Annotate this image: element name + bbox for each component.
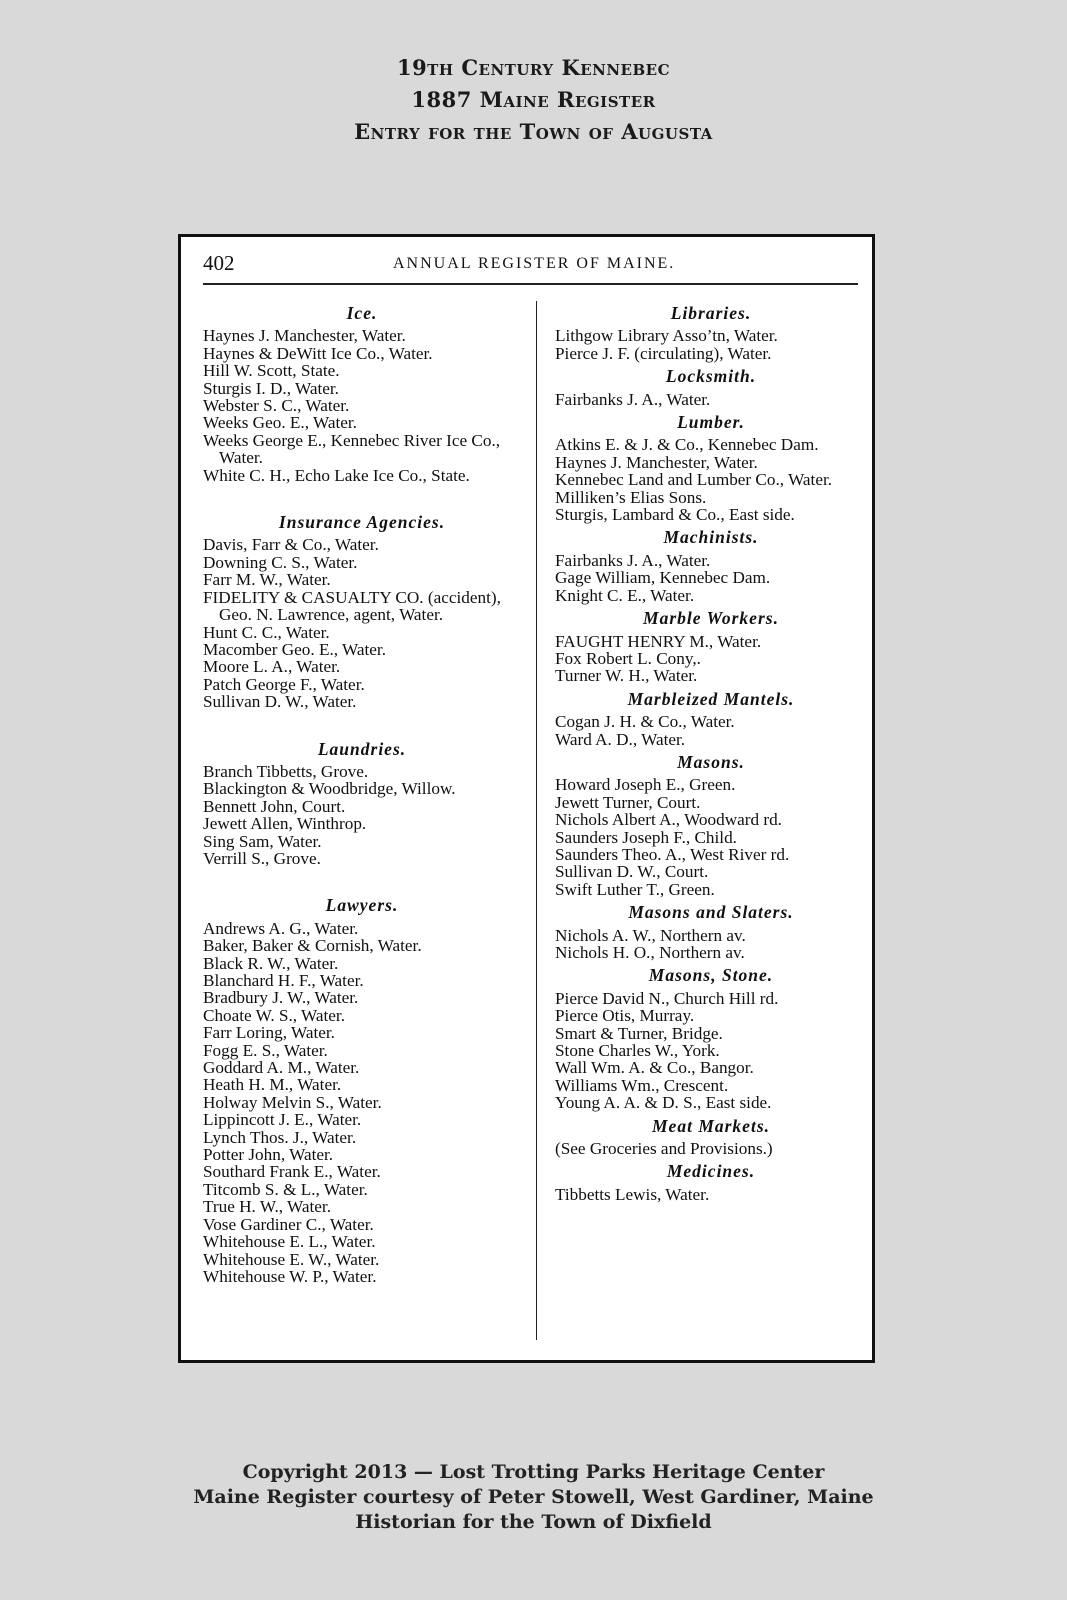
directory-section bbox=[555, 904, 867, 961]
directory-entry: FAUGHT HENRY M., Water. bbox=[555, 631, 762, 651]
header-line-1: 19th Century Kennebec bbox=[396, 55, 671, 80]
left-column bbox=[203, 299, 521, 1285]
running-title: ANNUAL REGISTER OF MAINE. bbox=[393, 255, 676, 272]
directory-entry: Whitehouse W. P., Water. bbox=[203, 1266, 377, 1286]
directory-section bbox=[203, 897, 521, 1285]
directory-entry: Gage William, Kennebec Dam. bbox=[555, 568, 771, 588]
directory-entry: Fox Robert L. Cony,. bbox=[555, 648, 701, 668]
directory-entry: Weeks Geo. E., Water. bbox=[203, 413, 357, 433]
directory-entry: Saunders Theo. A., West River rd. bbox=[555, 844, 790, 864]
directory-entry: Nichols Albert A., Woodward rd. bbox=[555, 810, 782, 830]
directory-entry: Lippincott J. E., Water. bbox=[203, 1110, 362, 1130]
directory-entry: Farr M. W., Water. bbox=[203, 570, 331, 590]
directory-entry: Heath H. M., Water. bbox=[203, 1075, 342, 1095]
directory-entry: Downing C. S., Water. bbox=[203, 552, 358, 572]
directory-section bbox=[203, 738, 521, 868]
section-heading: Lumber. bbox=[677, 412, 745, 433]
directory-section bbox=[555, 688, 867, 749]
directory-entry: Young A. A. & D. S., East side. bbox=[555, 1093, 772, 1113]
directory-entry: Pierce J. F. (circulating), Water. bbox=[555, 343, 772, 363]
page-header bbox=[0, 52, 1067, 148]
section-heading: Masons and Slaters. bbox=[628, 902, 794, 923]
directory-entry: Farr Loring, Water. bbox=[203, 1023, 335, 1043]
directory-entry: Blanchard H. F., Water. bbox=[203, 971, 364, 990]
directory-entry: Lynch Thos. J., Water. bbox=[203, 1127, 357, 1147]
directory-entry: Branch Tibbetts, Grove. bbox=[203, 761, 369, 781]
header-line-3: Entry for the Town of Augusta bbox=[354, 119, 713, 144]
running-head bbox=[203, 249, 858, 285]
page-number: 402 bbox=[203, 251, 235, 275]
directory-entry: Choate W. S., Water. bbox=[203, 1005, 345, 1025]
directory-entry: Titcomb S. & L., Water. bbox=[203, 1179, 368, 1199]
directory-entry: Lithgow Library Asso’tn, Water. bbox=[555, 326, 778, 346]
directory-entry: Hill W. Scott, State. bbox=[203, 361, 340, 381]
footer-historian: Historian for the Town of Dixfield bbox=[355, 1511, 712, 1533]
directory-entry: Webster S. C., Water. bbox=[203, 396, 350, 416]
directory-entry: Sturgis I. D., Water. bbox=[203, 378, 339, 398]
directory-entry: Blackington & Woodbridge, Willow. bbox=[203, 779, 456, 799]
directory-entry: Fairbanks J. A., Water. bbox=[555, 389, 711, 409]
directory-entry: Saunders Joseph F., Child. bbox=[555, 827, 737, 847]
directory-entry: Haynes J. Manchester, Water. bbox=[555, 452, 758, 472]
directory-entry: Ward A. D., Water. bbox=[555, 729, 686, 749]
directory-entry: Weeks George E., Kennebec River Ice Co., Water. bbox=[203, 430, 501, 468]
section-heading: Marble Workers. bbox=[643, 608, 779, 629]
directory-entry: Moore L. A., Water. bbox=[203, 657, 341, 677]
directory-entry: Macomber Geo. E., Water. bbox=[203, 639, 387, 659]
directory-entry: Sturgis, Lambard & Co., East side. bbox=[555, 505, 795, 525]
section-heading: Locksmith. bbox=[665, 366, 757, 387]
directory-section bbox=[555, 529, 867, 604]
directory-entry: Howard Joseph E., Green. bbox=[555, 775, 736, 795]
directory-entry: Southard Frank E., Water. bbox=[203, 1162, 381, 1182]
directory-entry: Haynes & DeWitt Ice Co., Water. bbox=[203, 343, 433, 363]
directory-section bbox=[555, 414, 867, 523]
directory-entry: Swift Luther T., Green. bbox=[555, 879, 715, 899]
section-heading: Machinists. bbox=[663, 527, 759, 548]
directory-entry: Jewett Allen, Winthrop. bbox=[203, 814, 367, 834]
register-page-scan bbox=[178, 234, 875, 1363]
right-column bbox=[555, 299, 867, 1203]
directory-entry: Andrews A. G., Water. bbox=[203, 918, 359, 938]
directory-entry: Goddard A. M., Water. bbox=[203, 1058, 360, 1078]
directory-entry: Whitehouse E. L., Water. bbox=[203, 1232, 376, 1252]
footer-credit: Maine Register courtesy of Peter Stowell, West Gardiner, Maine bbox=[193, 1486, 874, 1508]
directory-entry: Haynes J. Manchester, Water. bbox=[203, 326, 406, 346]
directory-entry: Sing Sam, Water. bbox=[203, 831, 322, 851]
directory-section bbox=[555, 305, 867, 362]
directory-section bbox=[555, 1115, 867, 1159]
directory-entry: Davis, Farr & Co., Water. bbox=[203, 535, 379, 555]
section-heading: Medicines. bbox=[666, 1161, 756, 1182]
directory-entry: (See Groceries and Provisions.) bbox=[555, 1139, 773, 1159]
directory-entry: Sullivan D. W., Court. bbox=[555, 862, 709, 882]
directory-entry: Black R. W., Water. bbox=[203, 953, 339, 973]
directory-entry: Kennebec Land and Lumber Co., Water. bbox=[555, 470, 833, 490]
directory-entry: Williams Wm., Crescent. bbox=[555, 1075, 729, 1095]
footer-copyright: Copyright 2013 — Lost Trotting Parks Heritage Center bbox=[242, 1461, 825, 1483]
directory-entry: Sullivan D. W., Water. bbox=[203, 692, 357, 712]
directory-entry: Jewett Turner, Court. bbox=[555, 792, 701, 812]
section-heading: Meat Markets. bbox=[652, 1115, 770, 1136]
directory-entry: Vose Gardiner C., Water. bbox=[203, 1214, 374, 1234]
header-line-2: 1887 Maine Register bbox=[411, 87, 656, 112]
directory-entry: Nichols H. O., Northern av. bbox=[555, 943, 745, 962]
directory-entry: Wall Wm. A. & Co., Bangor. bbox=[555, 1058, 754, 1078]
section-heading: Laundries. bbox=[317, 738, 407, 759]
directory-section bbox=[203, 514, 521, 710]
section-heading: Insurance Agencies. bbox=[278, 512, 446, 533]
column-divider bbox=[536, 301, 537, 1340]
directory-entry: Fairbanks J. A., Water. bbox=[555, 550, 711, 570]
section-heading: Masons, Stone. bbox=[648, 965, 774, 986]
directory-entry: Potter John, Water. bbox=[203, 1145, 334, 1165]
directory-entry: Turner W. H., Water. bbox=[555, 666, 698, 686]
section-heading: Lawyers. bbox=[325, 895, 399, 916]
directory-entry: Verrill S., Grove. bbox=[203, 848, 321, 868]
section-heading: Ice. bbox=[346, 303, 378, 323]
section-heading: Marbleized Mantels. bbox=[627, 688, 795, 709]
directory-entry: Knight C. E., Water. bbox=[555, 585, 695, 605]
directory-entry: Atkins E. & J. & Co., Kennebec Dam. bbox=[555, 435, 819, 455]
page-footer bbox=[0, 1460, 1067, 1535]
directory-section bbox=[555, 751, 867, 899]
directory-section bbox=[555, 368, 867, 408]
directory-entry: Stone Charles W., York. bbox=[555, 1041, 720, 1061]
directory-entry: Nichols A. W., Northern av. bbox=[555, 925, 746, 945]
directory-entry: Fogg E. S., Water. bbox=[203, 1040, 328, 1060]
directory-entry: White C. H., Echo Lake Ice Co., State. bbox=[203, 465, 470, 485]
directory-entry: Bradbury J. W., Water. bbox=[203, 988, 359, 1008]
directory-entry: FIDELITY & CASUALTY CO. (accident), Geo. N. Lawrence, agent, Water. bbox=[203, 587, 501, 625]
section-heading: Libraries. bbox=[670, 303, 752, 323]
directory-entry: Pierce Otis, Murray. bbox=[555, 1006, 695, 1026]
directory-section bbox=[555, 1163, 867, 1203]
directory-entry: Patch George F., Water. bbox=[203, 674, 365, 694]
directory-entry: Whitehouse E. W., Water. bbox=[203, 1249, 380, 1269]
directory-entry: Hunt C. C., Water. bbox=[203, 622, 330, 642]
directory-entry: Holway Melvin S., Water. bbox=[203, 1092, 382, 1112]
directory-section bbox=[555, 967, 867, 1111]
directory-section bbox=[555, 610, 867, 685]
directory-entry: True H. W., Water. bbox=[203, 1197, 332, 1217]
directory-entry: Bennett John, Court. bbox=[203, 796, 346, 816]
directory-entry: Smart & Turner, Bridge. bbox=[555, 1023, 723, 1043]
directory-entry: Cogan J. H. & Co., Water. bbox=[555, 712, 735, 732]
directory-entry: Milliken’s Elias Sons. bbox=[555, 487, 707, 507]
directory-entry: Pierce David N., Church Hill rd. bbox=[555, 988, 779, 1008]
directory-section bbox=[203, 305, 521, 484]
directory-entry: Baker, Baker & Cornish, Water. bbox=[203, 936, 422, 956]
section-heading: Masons. bbox=[677, 751, 745, 772]
directory-entry: Tibbetts Lewis, Water. bbox=[555, 1184, 710, 1204]
